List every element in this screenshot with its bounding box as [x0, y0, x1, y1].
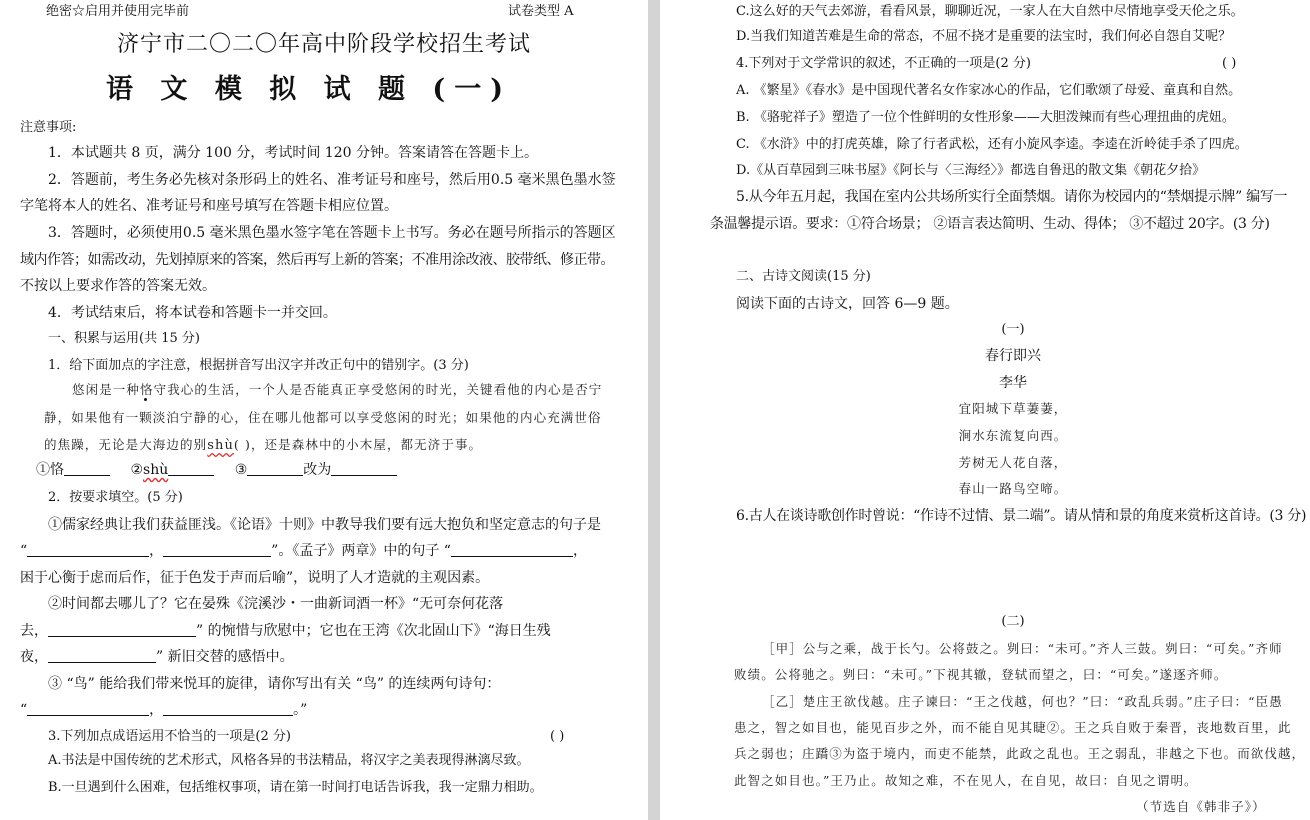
confidential-header: 绝密☆启用并使用完毕前 [46, 4, 190, 19]
question-3: 3.下列加点成语运用不恰当的一项是(2 分) [48, 729, 291, 744]
section-two-heading: 二、古诗文阅读(15 分) [736, 269, 871, 284]
emphasis-dot [144, 398, 147, 401]
blank-2[interactable] [168, 461, 214, 476]
question-1: 1．给下面加点的字注意，根据拼音写出汉字并改正句中的错别字。(3 分) [48, 358, 469, 373]
notice-4: 4．考试结束后，将本试卷和答题卡一并交回。 [48, 305, 337, 321]
blank-5[interactable] [27, 542, 149, 557]
reading-instruction: 阅读下面的古诗文，回答 6—9 题。 [736, 296, 959, 312]
notice-heading: 注意事项: [20, 120, 77, 135]
blank-10[interactable] [27, 701, 149, 716]
right-page [660, 0, 1310, 820]
q4-option-d: D.《从百草园到三味书屋》《阿长与〈三海经〉》都选自鲁迅的散文集《朝花夕拾》 [736, 163, 1206, 178]
q2-part2: ②时间都去哪儿了？它在晏殊《浣溪沙・一曲新词酒一杯》“无可奈何花落 [48, 596, 504, 612]
q3-option-a: A.书法是中国传统的艺术形式，风格各异的书法精品，将汉字之美表现得淋漓尽致。 [48, 753, 530, 768]
prose-jia-line-1: ［甲］公与之乘，战于长勺。公将鼓之。刿曰：“未可。”齐人三鼓。刿曰：“可矣。”齐师 [762, 641, 1283, 656]
poem-line-1: 宜阳城下草萋萋， [958, 401, 1068, 416]
prose-section-label: (二) [1001, 614, 1025, 629]
blank-7[interactable] [451, 542, 573, 557]
notice-2-cont: 字笔将本人的姓名、准考证号和座号填写在答题卡相应位置。 [20, 198, 398, 214]
question-2: 2．按要求填空。(5 分) [48, 490, 183, 505]
notice-2: 2．答题前，考生务必先核对条形码上的姓名、准考证号和座号，然后用0.5 毫米黑色墨水签 [48, 172, 616, 188]
prose-yi-line-4: 此智之如目也。”王乃止。故知之难，不在见人，在自见，故曰：自见之谓明。 [734, 773, 1198, 788]
poem-section-label: (一) [1001, 322, 1025, 337]
blank-6[interactable] [163, 542, 271, 557]
q4-option-a: A. 《繁星》《春水》是中国现代著名女作家冰心的作品，它们歌颂了母爱、童真和自然。 [736, 83, 1242, 98]
passage-line-2: 静，如果他有一颗淡泊宁静的心，住在哪儿他都可以享受悠闲的时光；如果他的内心充满世俗 [44, 410, 602, 425]
q2-part1-end: 困于心衡于虑而后作，征于色发于声而后喻”，说明了人才造就的主观因素。 [20, 570, 490, 586]
question-6: 6.古人在谈诗歌创作时曾说：“作诗不过情、景二端”。请从情和景的角度来赏析这首诗。(3 分) [736, 508, 1307, 524]
exam-title: 济宁市二〇二〇年高中阶段学校招生考试 [116, 32, 531, 57]
q2-part3: ③ “鸟” 能给我们带来悦耳的旋律，请你写出有关 “鸟” 的连续两句诗句： [48, 676, 501, 692]
left-page [0, 0, 648, 820]
blank-1[interactable] [64, 461, 110, 476]
poem-title: 春行即兴 [985, 348, 1041, 364]
q2-part2-blank-line: 去， ” 的惋惜与欣慰中；它也在王湾《次北固山下》“海日生残 [20, 623, 551, 639]
blank-11[interactable] [163, 701, 293, 716]
q3-option-c: C.这么好的天气去郊游，看看风景，聊聊近况，一家人在大自然中尽情地享受天伦之乐。 [736, 4, 1244, 19]
question-4: 4.下列对于文学常识的叙述，不正确的一项是(2 分) [736, 56, 1031, 71]
question-5-cont: 条温馨提示语。要求：①符合场景； ②语言表达简明、生动、得体； ③不超过 20字。(3 分) [710, 216, 1270, 232]
q3-answer-bracket[interactable]: ( ) [550, 729, 565, 744]
page-gutter [648, 0, 660, 820]
q4-option-b: B. 《骆驼祥子》塑造了一位个性鲜明的女性形象——大胆泼辣而有些心理扭曲的虎妞。 [736, 110, 1235, 125]
paper-type-header: 试卷类型 A [508, 4, 574, 19]
q2-part2-end: 夜， ” 新旧交替的感悟中。 [20, 649, 294, 665]
section-one-heading: 一、积累与运用(共 15 分) [48, 331, 200, 346]
q2-part3-blanks: “ ， 。” [20, 702, 308, 718]
answer-blanks-q1: ①恪 ②shù ③ 改为 [36, 461, 397, 479]
prose-yi-line-3: 兵之弱也；庄蹻③为盗于境内，而吏不能禁，此政之乱也。王之弱乱，非越之下也。而欲伐越， [734, 746, 1306, 761]
paper-title: 语 文 模 拟 试 题 (一) [106, 74, 512, 105]
notice-3-end: 不按以上要求作答的答案无效。 [20, 278, 216, 294]
poem-author: 李华 [999, 375, 1027, 391]
blank-8[interactable] [48, 622, 196, 637]
notice-3-cont: 域内作答；如需改动，先划掉原来的答案，然后再写上新的答案；不准用涂改液、胶带纸、修正带。 [20, 252, 614, 268]
passage-line-3: 的焦躁，无论是大海边的别shù( )，还是森林中的小木屋，都无济于事。 [44, 437, 483, 453]
q3-option-b: B.一旦遇到什么困难，包括维权事项，请在第一时间打电话告诉我，我一定鼎力相助。 [48, 780, 543, 795]
poem-line-2: 涧水东流复向西。 [958, 428, 1068, 443]
prose-jia-line-2: 败绩。公将驰之。刿曰：“未可。”下视其辙，登轼而望之，曰：“可矣。”遂逐齐师。 [734, 667, 1228, 682]
question-5: 5.从今年五月起，我国在室内公共场所实行全面禁烟。请你为校园内的“禁烟提示牌” 编写一 [736, 189, 1288, 205]
poem-line-4: 春山一路鸟空啼。 [958, 481, 1068, 496]
prose-yi-line-1: ［乙］楚庄王欲伐越。庄子谏曰：“王之伐越，何也？”曰：“政乱兵弱。”庄子曰：“臣愚 [762, 694, 1283, 709]
notice-3: 3．答题时，必须使用0.5 毫米黑色墨水签字笔在答题卡上书写。务必在题号所指示的答题区 [48, 225, 616, 241]
source-note: （节选自《韩非子》） [1136, 799, 1266, 814]
q4-option-c: C. 《水浒》中的打虎英雄，除了行者武松，还有小旋风李逵。李逵在沂岭徒手杀了四虎。 [736, 137, 1248, 152]
blank-3[interactable] [247, 461, 303, 476]
prose-yi-line-2: 患之，智之如目也，能见百步之外，而不能自见其睫②。王之兵自败于秦晋，丧地数百里，此 [734, 720, 1292, 735]
q4-answer-bracket[interactable]: ( ) [1222, 56, 1237, 71]
q3-option-d: D.当我们知道苦难是生命的常态，不屈不挠才是重要的法宝时，我们何必自怨自艾呢？ [736, 29, 1232, 44]
notice-1: 1．本试题共 8 页，满分 100 分，考试时间 120 分钟。答案请答在答题卡上。 [48, 145, 538, 161]
blank-9[interactable] [48, 648, 156, 663]
pinyin-shu: shù [207, 438, 234, 453]
q2-part1: ①儒家经典让我们获益匪浅。《论语》十则》中教导我们要有远大抱负和坚定意志的句子是 [48, 517, 601, 533]
passage-line-1: 悠闲是一种恪守我心的生活，一个人是否能真正享受悠闲的时光，关键看他的内心是否宁 [72, 382, 603, 397]
q2-part1-blanks: “ ， ”。《孟子》两章》中的句子 “ ， [20, 543, 587, 559]
poem-line-3: 芳树无人花自落， [958, 455, 1068, 470]
blank-4[interactable] [331, 461, 397, 476]
